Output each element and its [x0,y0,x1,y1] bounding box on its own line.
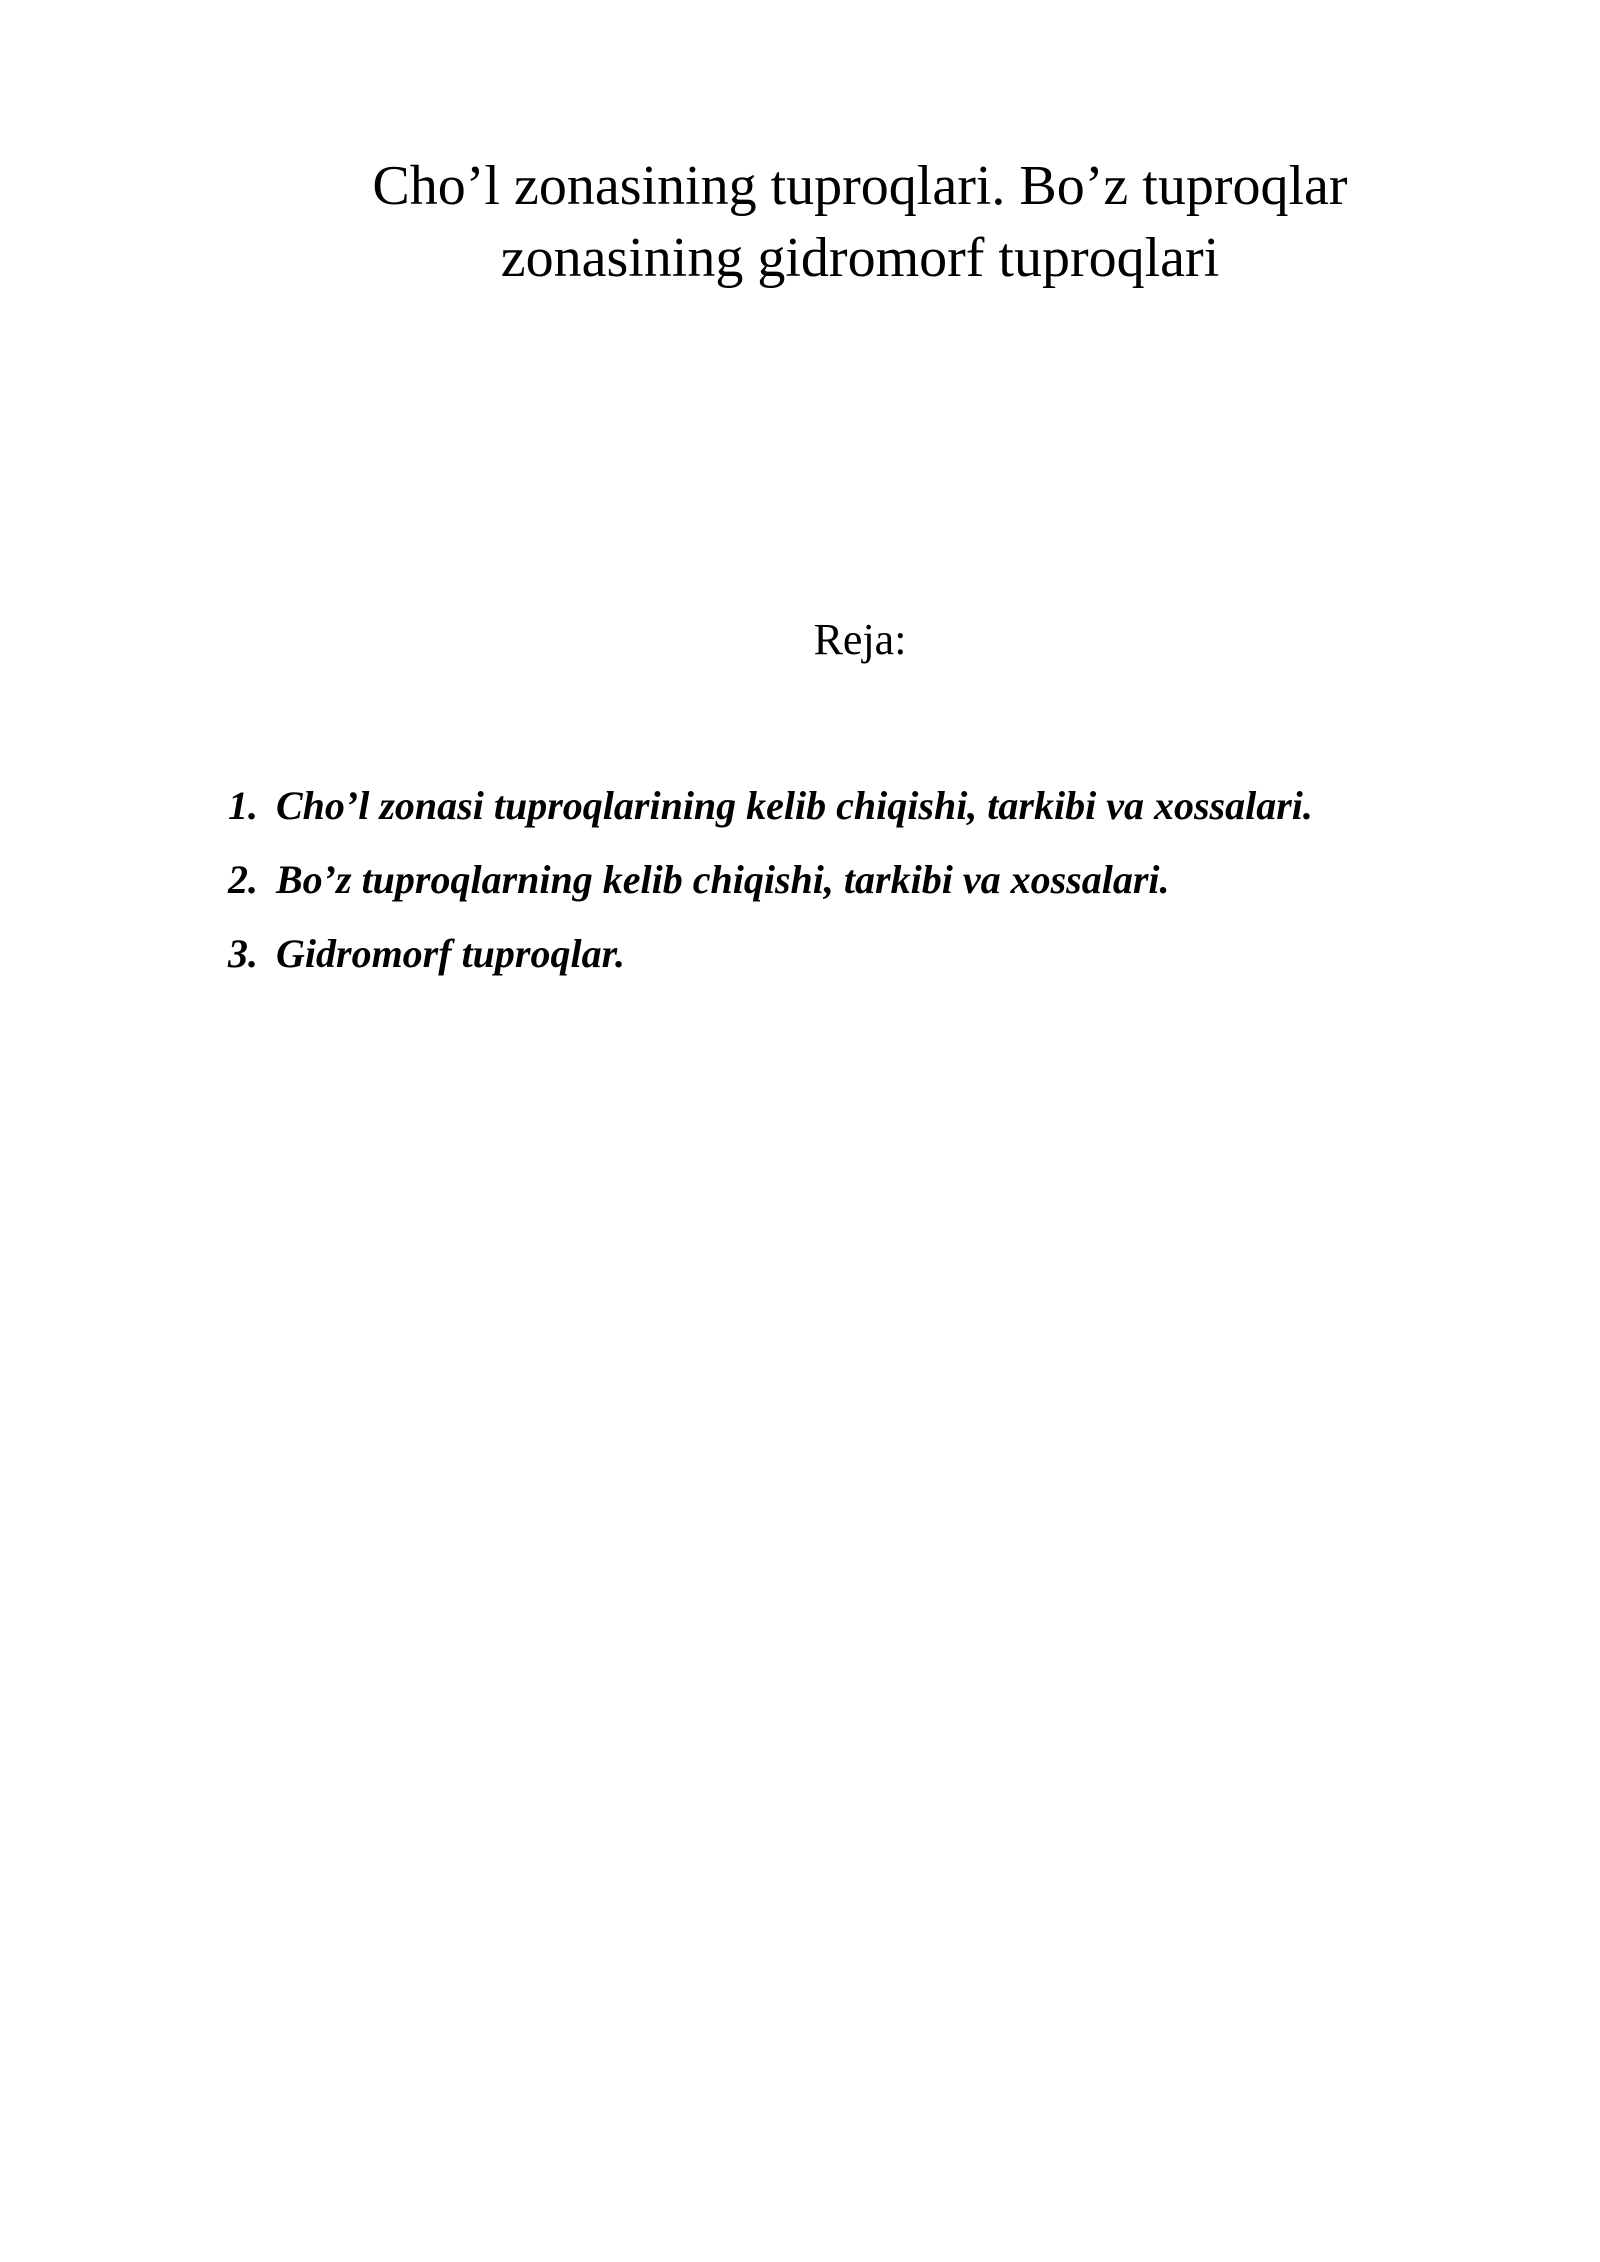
plan-item-text: Bo’z tuproqlarning kelib chiqishi, tarkibi va xossalari. [276,857,1170,902]
plan-item [228,926,1488,1000]
plan-heading: Reja: [813,615,907,664]
plan-item [228,778,1488,852]
document-title-line: zonasining gidromorf tuproqlari [500,227,1220,289]
plan-item-number: 1. [228,783,258,828]
plan-item-text: Gidromorf tuproqlar. [276,931,625,976]
document-title [300,150,1420,294]
plan-item-number: 3. [228,931,258,976]
plan-list [228,778,1488,1000]
plan-item [228,852,1488,926]
document-title-line: Cho’l zonasining tuproqlari. Bo’z tuproqlar [372,155,1348,217]
plan-item-text: Cho’l zonasi tuproqlarining kelib chiqishi, tarkibi va xossalari. [276,783,1313,828]
plan-item-number: 2. [228,857,258,902]
